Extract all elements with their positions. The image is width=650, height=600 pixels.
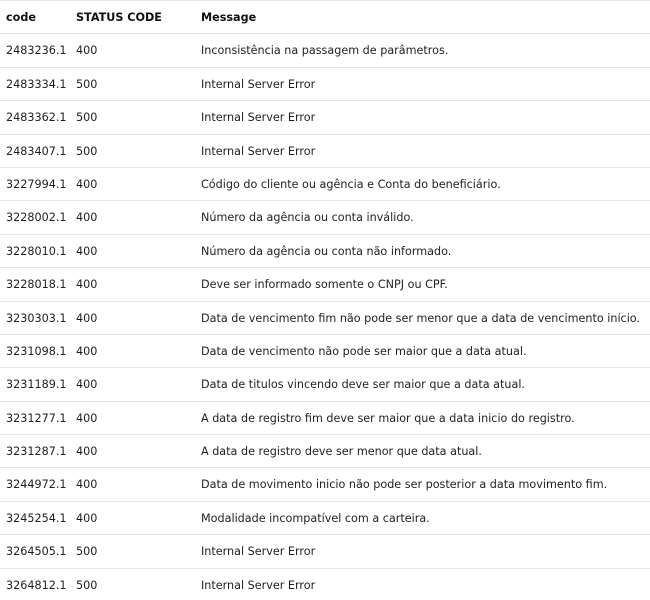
cell-status-code: 400 bbox=[76, 311, 98, 325]
table-row bbox=[0, 368, 650, 401]
cell-status-code: 400 bbox=[76, 378, 98, 392]
cell-status-code: 400 bbox=[76, 244, 98, 258]
cell-code: 2483407.1 bbox=[6, 144, 67, 158]
cell-status-code: 500 bbox=[76, 578, 98, 592]
table-row bbox=[0, 168, 650, 201]
cell-message: Inconsistência na passagem de parâmetros. bbox=[201, 44, 449, 58]
cell-message: Número da agência ou conta não informado. bbox=[201, 244, 452, 258]
cell-message: Internal Server Error bbox=[201, 144, 316, 158]
cell-message: Data de titulos vincendo deve ser maior que a data atual. bbox=[201, 378, 525, 392]
cell-message: Internal Server Error bbox=[201, 578, 316, 592]
cell-status-code: 400 bbox=[76, 445, 98, 459]
cell-status-code: 500 bbox=[76, 77, 98, 91]
cell-code: 3230303.1 bbox=[6, 311, 67, 325]
column-header-status-code: STATUS CODE bbox=[76, 11, 162, 24]
table-row bbox=[0, 302, 650, 335]
table-row bbox=[0, 135, 650, 168]
cell-message: Deve ser informado somente o CNPJ ou CPF. bbox=[201, 278, 448, 292]
cell-message: Internal Server Error bbox=[201, 77, 316, 91]
cell-code: 3228002.1 bbox=[6, 211, 67, 225]
cell-code: 3231277.1 bbox=[6, 411, 67, 425]
table-body bbox=[0, 34, 650, 600]
cell-code: 2483334.1 bbox=[6, 77, 67, 91]
cell-status-code: 500 bbox=[76, 111, 98, 125]
cell-code: 3264505.1 bbox=[6, 545, 67, 559]
cell-code: 3228010.1 bbox=[6, 244, 67, 258]
cell-status-code: 400 bbox=[76, 211, 98, 225]
table-header-row bbox=[0, 1, 650, 34]
cell-code: 3231098.1 bbox=[6, 344, 67, 358]
cell-message: Código do cliente ou agência e Conta do beneficiário. bbox=[201, 177, 501, 191]
cell-status-code: 400 bbox=[76, 344, 98, 358]
cell-code: 3228018.1 bbox=[6, 278, 67, 292]
table-row bbox=[0, 468, 650, 501]
cell-status-code: 500 bbox=[76, 144, 98, 158]
table-row bbox=[0, 68, 650, 101]
table-row bbox=[0, 201, 650, 234]
cell-message: Internal Server Error bbox=[201, 545, 316, 559]
cell-message: Data de movimento inicio não pode ser posterior a data movimento fim. bbox=[201, 478, 608, 492]
cell-code: 3264812.1 bbox=[6, 578, 67, 592]
cell-status-code: 400 bbox=[76, 44, 98, 58]
cell-code: 3245254.1 bbox=[6, 511, 67, 525]
column-header-code: code bbox=[6, 11, 36, 24]
table-row bbox=[0, 402, 650, 435]
cell-code: 3227994.1 bbox=[6, 177, 67, 191]
cell-status-code: 400 bbox=[76, 478, 98, 492]
table-row bbox=[0, 268, 650, 301]
cell-status-code: 400 bbox=[76, 411, 98, 425]
cell-code: 3231287.1 bbox=[6, 445, 67, 459]
cell-message: A data de registro deve ser menor que data atual. bbox=[201, 445, 482, 459]
table-row bbox=[0, 34, 650, 67]
table-row bbox=[0, 535, 650, 568]
cell-message: Número da agência ou conta inválido. bbox=[201, 211, 414, 225]
cell-message: A data de registro fim deve ser maior que a data inicio do registro. bbox=[201, 411, 575, 425]
table-row bbox=[0, 335, 650, 368]
table-row bbox=[0, 101, 650, 134]
cell-code: 2483362.1 bbox=[6, 111, 67, 125]
cell-message: Internal Server Error bbox=[201, 111, 316, 125]
table-row bbox=[0, 569, 650, 600]
cell-status-code: 400 bbox=[76, 177, 98, 191]
cell-message: Data de vencimento não pode ser maior que a data atual. bbox=[201, 344, 527, 358]
cell-message: Modalidade incompatível com a carteira. bbox=[201, 511, 430, 525]
cell-status-code: 400 bbox=[76, 511, 98, 525]
cell-status-code: 400 bbox=[76, 278, 98, 292]
table-row bbox=[0, 502, 650, 535]
table-row bbox=[0, 435, 650, 468]
cell-code: 3244972.1 bbox=[6, 478, 67, 492]
table-row bbox=[0, 235, 650, 268]
cell-code: 2483236.1 bbox=[6, 44, 67, 58]
cell-message: Data de vencimento fim não pode ser menor que a data de vencimento início. bbox=[201, 311, 641, 325]
column-header-message: Message bbox=[201, 11, 257, 24]
cell-code: 3231189.1 bbox=[6, 378, 67, 392]
cell-status-code: 500 bbox=[76, 545, 98, 559]
